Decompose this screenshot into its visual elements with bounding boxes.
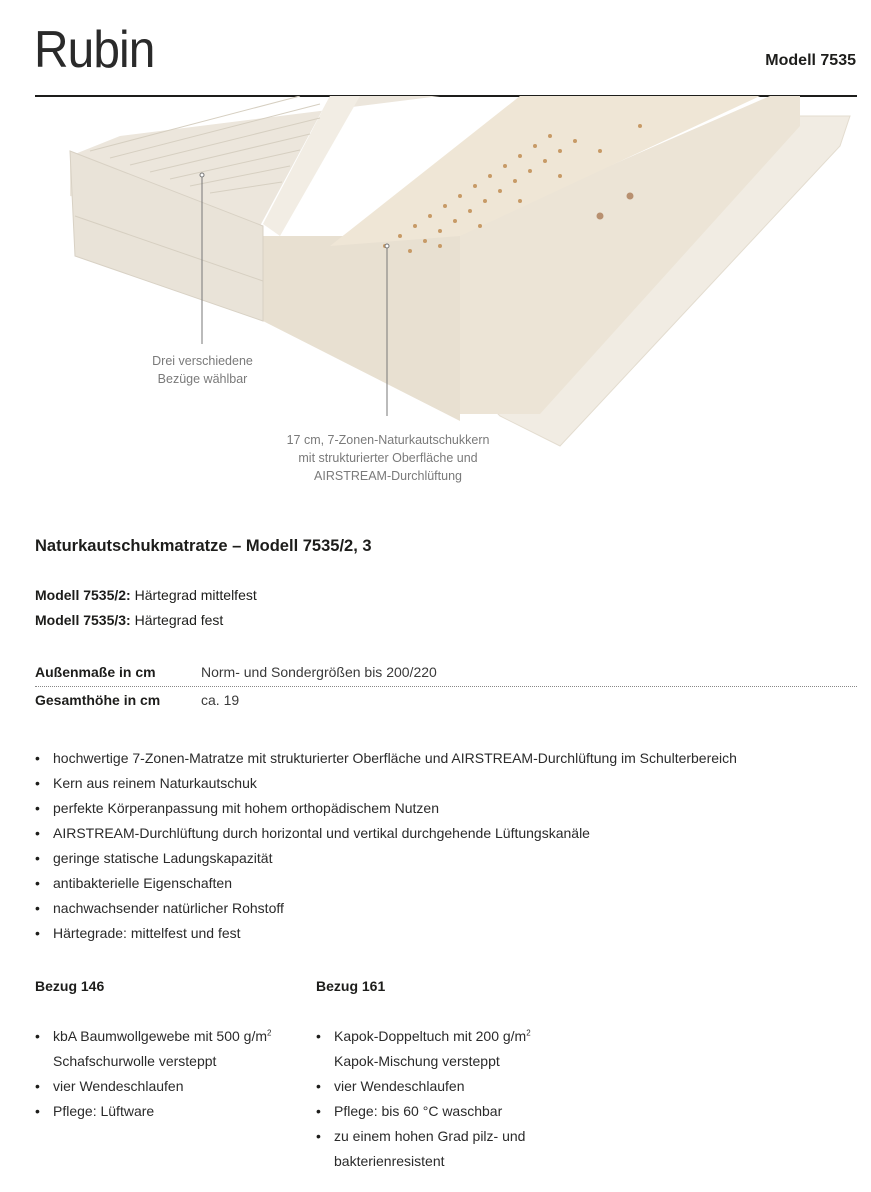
cover-161-list xyxy=(316,1024,586,1174)
product-heading: Naturkautschukmatratze – Modell 7535/2, 3 xyxy=(35,537,372,555)
feature-list xyxy=(35,746,737,946)
cover-item-text: Kapok-Doppeltuch mit 200 g/m xyxy=(334,1028,527,1044)
caption-core xyxy=(258,431,518,485)
cover-item: • vier Wendeschlaufen xyxy=(316,1074,586,1099)
cover-item-text: Kapok-Mischung versteppt xyxy=(334,1053,500,1069)
callout-dot-core xyxy=(385,244,389,248)
caption-line: 17 cm, 7-Zonen-Naturkautschukkern xyxy=(286,433,490,447)
callout-dot-cover xyxy=(200,173,204,177)
caption-line: mit strukturierter Oberfläche und xyxy=(298,451,478,465)
cover-146-list xyxy=(35,1024,305,1124)
cover-item xyxy=(35,1024,305,1074)
superscript: 2 xyxy=(267,1028,272,1038)
cover-item: • Pflege: bis 60 °C waschbar xyxy=(316,1099,586,1124)
feature-item: • Kern aus reinem Naturkautschuk xyxy=(35,771,737,796)
spec-value: Norm- und Sondergrößen bis 200/220 xyxy=(201,664,437,680)
caption-cover xyxy=(120,352,285,388)
core-front xyxy=(263,236,460,421)
page-title: Rubin xyxy=(34,21,155,79)
spec-key: Gesamthöhe in cm xyxy=(35,692,161,708)
variant-label: Modell 7535/3: xyxy=(35,612,131,628)
model-number: Modell 7535 xyxy=(765,52,856,69)
cover-item xyxy=(316,1024,586,1074)
variant-value: Härtegrad fest xyxy=(134,612,224,628)
feature-item: • hochwertige 7-Zonen-Matratze mit strukturierter Oberfläche und AIRSTREAM-Durchlüftung im Schulterbereich xyxy=(35,746,737,771)
feature-item: • geringe statische Ladungskapazität xyxy=(35,846,737,871)
cover-146-title: Bezug 146 xyxy=(35,978,105,994)
cover-161-title: Bezug 161 xyxy=(316,978,386,994)
cover-item-text: bakterienresistent xyxy=(334,1153,445,1169)
superscript: 2 xyxy=(526,1028,531,1038)
variant-row xyxy=(35,587,257,603)
feature-item: • AIRSTREAM-Durchlüftung durch horizontal und vertikal durchgehende Lüftungskanäle xyxy=(35,821,737,846)
cover-item xyxy=(316,1124,586,1174)
feature-item: • Härtegrade: mittelfest und fest xyxy=(35,921,737,946)
cover-item-text: Schafschurwolle versteppt xyxy=(53,1053,217,1069)
variant-label: Modell 7535/2: xyxy=(35,587,131,603)
feature-item: • antibakterielle Eigenschaften xyxy=(35,871,737,896)
spec-value: ca. 19 xyxy=(201,692,240,708)
variant-value: Härtegrad mittelfest xyxy=(134,587,257,603)
feature-item: • perfekte Körperanpassung mit hohem orthopädischem Nutzen xyxy=(35,796,737,821)
feature-item: • nachwachsender natürlicher Rohstoff xyxy=(35,896,737,921)
caption-line: Drei verschiedene xyxy=(152,354,253,368)
spec-divider xyxy=(35,686,857,687)
cover-item-text: zu einem hohen Grad pilz- und xyxy=(334,1128,526,1144)
caption-line: Bezüge wählbar xyxy=(157,372,248,386)
cover-item-text: kbA Baumwollgewebe mit 500 g/m xyxy=(53,1028,267,1044)
cover-item: • Pflege: Lüftware xyxy=(35,1099,305,1124)
variant-row xyxy=(35,612,223,628)
spec-key: Außenmaße in cm xyxy=(35,664,156,680)
caption-line: AIRSTREAM-Durchlüftung xyxy=(314,469,462,483)
cover-item: • vier Wendeschlaufen xyxy=(35,1074,305,1099)
